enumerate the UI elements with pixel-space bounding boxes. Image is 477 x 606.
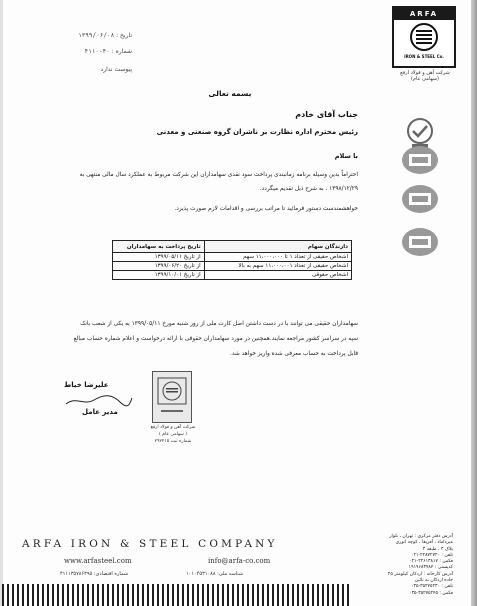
address-line: تلفن : ۳۵۲۷۵۲۳۰-۰۳۵	[411, 584, 453, 590]
paragraph-line: ۱۳۹۸/۱۲/۲۹ ، به شرح ذیل تقدیم میگردد.	[259, 186, 358, 192]
logo-wordmark: ARFA	[394, 8, 454, 20]
website-link[interactable]: www.arfasteel.com	[64, 557, 132, 565]
table-row	[113, 262, 352, 271]
number-label: شماره :	[111, 48, 132, 55]
national-id: شناسه ملی: ۱۰۱۰۴۵۳۱۰۸۸	[186, 571, 244, 577]
table-header-row	[113, 241, 352, 253]
table-cell: از تاریخ ۱۳۹۹/۰۵/۱۱	[113, 253, 205, 262]
address-line: پلاک ۳ ، طبقه ۳	[422, 546, 453, 552]
page-right-edge	[471, 0, 477, 606]
recipient-title: رئیس محترم اداره نظارت بر ناشران گروه صنعتی و معدنی	[156, 128, 358, 136]
address-line: فکس : ۳۵۲۷۵۲۴۵-۰۳۵	[409, 590, 453, 596]
dqs-certification-icon	[400, 144, 440, 178]
dqs-certification-icon	[400, 183, 440, 217]
address-line: تلفن : ۲۲۸۷۲۷۲۰-۰۲۱	[411, 552, 453, 558]
economic-code: شماره اقتصادی: ۴۱۱۱۳۵۷۸۶۳۹۵	[60, 571, 129, 577]
paragraph-line: سهامداران حقیقی می توانند با در دست داشتن اصل کارت ملی از روز شنبه مورخ ۱۳۹۹/۰۵/۱۱ به یکی از شعب بانک	[80, 321, 358, 327]
salutation: با سلام	[334, 152, 358, 160]
stamp-registration: شماره ثبت ۲۹۲۲۱۵	[154, 439, 192, 444]
signatory-name: علیرضا خیاط	[64, 381, 109, 389]
logo-subtitle: IRON & STEEL Co.	[404, 54, 444, 59]
logo-persian-name: شرکت آهن و فولاد ارفع (سهامی عام)	[400, 70, 450, 82]
letter-number	[62, 48, 132, 55]
company-name-footer: ARFA IRON & STEEL COMPANY	[22, 538, 278, 550]
table-cell: از تاریخ ۱۳۹۹/۱۰/۰۱	[113, 271, 205, 280]
address-line: آدرس کارخانه : اردکان کیلومتر ۲۵	[387, 571, 453, 577]
request-line: خواهشمندست دستور فرمائید تا مراتب بررسی و اقدامات لازم صورت پذیرد.	[174, 206, 358, 212]
stamp-company-name: شرکت آهن و فولاد ارفع	[150, 425, 196, 430]
table-header: دارندگان سهام	[204, 241, 351, 253]
address-line: جاده اردکان به نائین	[414, 578, 453, 584]
bismillah: بسمه تعالی	[208, 89, 252, 98]
date-value: ۱۳۹۹/۰۶/۰۸	[78, 32, 115, 39]
number-value: ۴۰-۴۱۱۰	[84, 48, 110, 55]
paragraph-line: قابل پرداخت به حساب معرفی شده واریز خواهد شد.	[230, 351, 358, 357]
signatory-title: مدیر عامل	[82, 408, 118, 416]
greeting: جناب آقای خادم	[295, 110, 358, 119]
table-row	[113, 271, 352, 280]
handwritten-signature	[64, 392, 134, 408]
address-line: فکس : ۲۲۶۱۳۸۱۷-۰۲۱	[409, 559, 453, 565]
stamp-emblem-icon	[153, 372, 191, 422]
address-line: کدپستی : ۱۹۱۹۶۸۳۷۸۴	[408, 565, 453, 571]
table-cell: اشخاص حقیقی از تعداد ۱۱،۰۰۰،۰۰۱ سهم به بالا	[204, 262, 351, 271]
table-cell: از تاریخ ۱۳۹۹/۰۶/۲۰	[113, 262, 205, 271]
company-stamp	[152, 371, 192, 423]
dqs-certification-icon	[400, 226, 440, 260]
attachment-note: پیوست ندارد	[100, 66, 132, 73]
stamp-company-type: ( سهامی عام )	[158, 432, 188, 437]
table-row	[113, 253, 352, 262]
email-link[interactable]: info@arfa-co.com	[208, 557, 271, 565]
paragraph-line: سپه در سراسر کشور مراجعه نمایند.همچنین در مورد سهامداران حقوقی با ارائه درخواست و اعلام شماره حساب مبالغ	[73, 336, 358, 342]
table-cell: اشخاص حقیقی از تعداد ۱ تا ۱۱،۰۰۰،۰۰۰ سهم	[204, 253, 351, 262]
page-left-edge	[0, 0, 3, 606]
dividend-schedule-table	[112, 240, 352, 280]
paragraph-line: احتراماً بدین وسیله برنامه زمانبندی پرداخت سود نقدی سهامداران این شرکت مربوط به عملکرد سال مالی منتهی به	[79, 172, 358, 178]
footer-stripe-band	[2, 584, 350, 606]
table-cell: اشخاص حقوقی	[204, 271, 351, 280]
letter-date	[62, 32, 132, 39]
address-line: میرداماد ، آفریقا ، کوچه انوری	[395, 540, 453, 546]
logo-emblem-icon	[406, 22, 442, 52]
company-logo	[392, 6, 456, 68]
footer-address	[355, 534, 453, 597]
table-header: تاریخ پرداخت به سهامداران	[113, 241, 205, 253]
address-line: آدرس دفتر مرکزی : تهران ، بلوار	[389, 534, 453, 539]
date-label: تاریخ :	[116, 32, 132, 39]
